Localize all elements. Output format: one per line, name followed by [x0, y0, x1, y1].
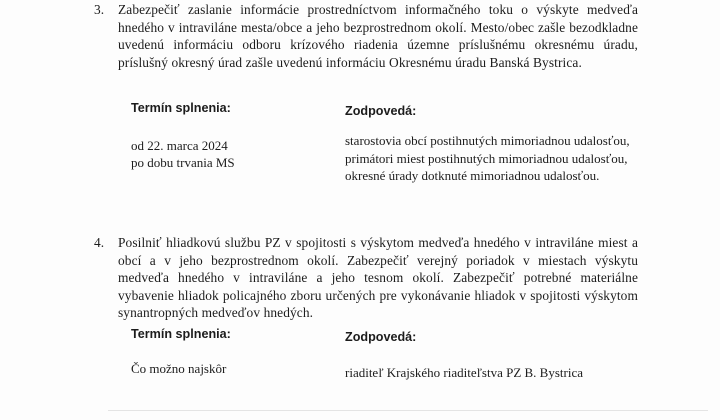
task-number: 4.	[94, 235, 105, 250]
deadline-value-line-1: od 22. marca 2024	[131, 138, 228, 153]
deadline-value-line-2: po dobu trvania MS	[131, 155, 235, 170]
deadline-label: Termín splnenia:	[131, 327, 231, 341]
task-number: 3.	[94, 2, 105, 17]
responsible-label: Zodpovedá:	[345, 330, 417, 344]
task-text: Zabezpečiť zaslanie informácie prostredníctvom informačného toku o výskyte medveďa hnedého v intraviláne mesta/obce a jeho bezprostrednom okolí. Mesto/obec zašle bezodkladne uvedenú informáciu odboru krízového riadenia územne príslušnému okresnému úradu, príslušný okresný úrad zašle uvedenú informáciu Okresnému úradu Banská Bystrica.	[118, 2, 638, 70]
deadline-value: Čo možno najskôr	[131, 361, 227, 376]
task-item-4	[94, 234, 638, 322]
responsible-value-line-2: primátori miest postihnutých mimoriadnou udalosťou,	[345, 151, 628, 166]
responsible-value: riaditeľ Krajského riaditeľstva PZ B. Bystrica	[345, 365, 584, 380]
responsible-label: Zodpovedá:	[345, 104, 417, 118]
responsible-value-line-3: okresné úrady dotknuté mimoriadnou udalosťou.	[345, 168, 600, 183]
page-edge-divider	[108, 410, 708, 411]
task-item-3	[94, 1, 638, 71]
deadline-label: Termín splnenia:	[131, 101, 231, 115]
responsible-value-line-1: starostovia obcí postihnutých mimoriadnou udalosťou,	[345, 133, 630, 148]
task-text: Posilniť hliadkovú službu PZ v spojitosti s výskytom medveďa hnedého v intraviláne miest a obcí a v jeho bezprostrednom okolí. Zabezpečiť verejný poriadok v miestach výskytu medveďa hnedého v intraviláne a jeho tesnom okolí. Zabezpečiť potrebné materiálne vybavenie hliadok policajného zboru určených pre vykonávanie hliadok v spojitosti výskytom synantropných medveďov hnedých.	[118, 235, 638, 321]
